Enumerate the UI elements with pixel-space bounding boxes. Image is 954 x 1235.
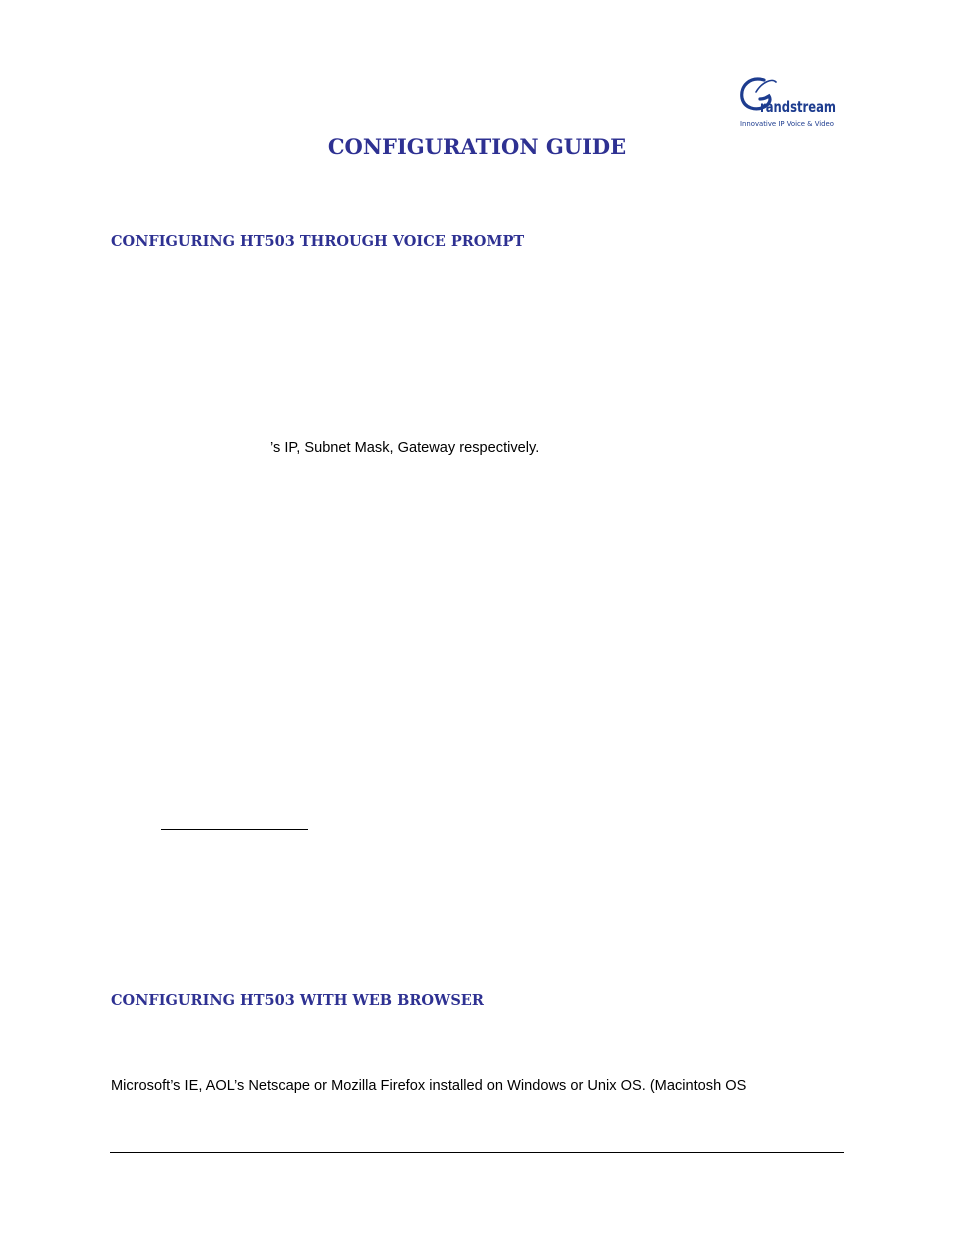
footnote-divider <box>161 829 308 830</box>
footer-divider <box>110 1152 844 1153</box>
logo-tagline: Innovative IP Voice & Video <box>740 119 834 128</box>
voice-prompt-text: ’s IP, Subnet Mask, Gateway respectively. <box>270 440 540 456</box>
section-heading-web-browser: CONFIGURING HT503 WITH WEB BROWSER <box>111 992 484 1009</box>
section-heading-voice-prompt: CONFIGURING HT503 THROUGH VOICE PROMPT <box>111 233 525 250</box>
grandstream-logo <box>736 72 840 132</box>
logo-mark <box>736 72 840 132</box>
logo-wordmark: randstream <box>760 98 836 116</box>
web-browser-text: Microsoft’s IE, AOL’s Netscape or Mozilla Firefox installed on Windows or Unix OS. (Macintosh OS <box>111 1078 747 1094</box>
page-title: CONFIGURATION GUIDE <box>327 134 627 159</box>
